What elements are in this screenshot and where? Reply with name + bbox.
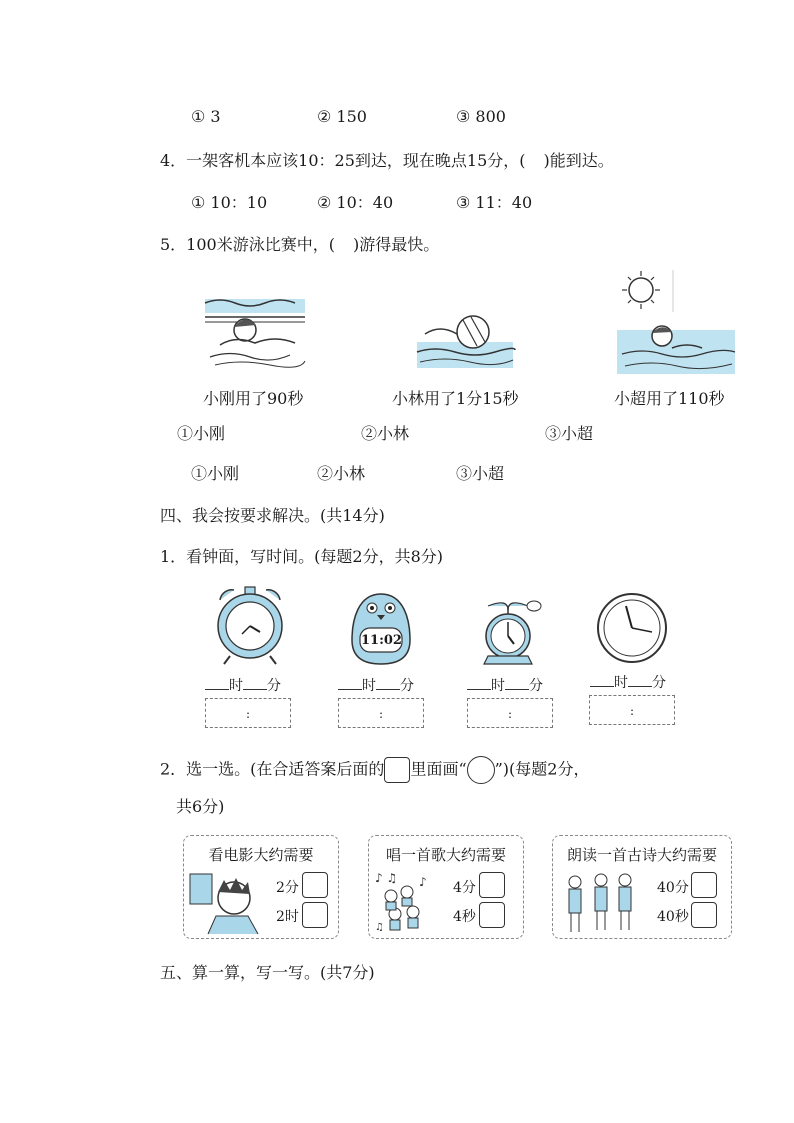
time-answer-box-3[interactable]: : <box>467 698 553 728</box>
card-song-box1[interactable] <box>479 872 505 898</box>
q3-option-2: ② 150 <box>317 107 367 126</box>
card-movie-opt1: 2分 <box>276 880 299 896</box>
s4-q2-title-cont: 共6分) <box>176 797 225 816</box>
card-song-box2[interactable] <box>479 902 505 928</box>
card-movie-title: 看电影大约需要 <box>208 846 314 864</box>
square-symbol <box>384 757 410 783</box>
q5-option-3-row1: ③小超 <box>545 424 594 443</box>
section4-title: 四、我会按要求解决。(共14分) <box>160 506 385 525</box>
caption-xiaogang: 小刚用了90秒 <box>203 389 304 408</box>
time-blank-4 <box>590 672 666 692</box>
card-song-title: 唱一首歌大约需要 <box>385 846 506 864</box>
minute-label: 分 <box>400 678 414 694</box>
q5-option-2-row2: ②小林 <box>317 464 366 483</box>
s4-q2-text-a: 2．选一选。(在合适答案后面的 <box>160 759 385 779</box>
q5-option-1-row1: ①小刚 <box>177 424 226 443</box>
singing-children-illustration <box>373 868 443 936</box>
q5-option-2-row1: ②小林 <box>361 424 410 443</box>
s4-q2-text-b: 里面画“ <box>410 759 467 779</box>
q5-option-3-row2: ③小超 <box>456 464 505 483</box>
card-movie-box1[interactable] <box>302 872 328 898</box>
card-poem <box>552 835 732 939</box>
q4-text-before: 4．一架客机本应该10：25到达，现在晚点15分，( <box>160 151 526 170</box>
minute-label: 分 <box>267 678 281 694</box>
card-poem-box1[interactable] <box>691 872 717 898</box>
hour-label: 时 <box>491 678 505 694</box>
movie-watcher-illustration <box>188 872 266 936</box>
s4-q2-title <box>160 756 589 784</box>
time-answer-box-4[interactable]: : <box>589 695 675 725</box>
hour-label: 时 <box>362 678 376 694</box>
alarm-clock-icon <box>212 584 288 668</box>
q4-option-2: ② 10：40 <box>317 193 394 212</box>
card-movie-box2[interactable] <box>302 902 328 928</box>
q4-text-after: )能到达。 <box>543 151 614 170</box>
card-song-opt1: 4分 <box>453 880 476 896</box>
swimmer-xiaolin-illustration <box>415 312 517 376</box>
s4-q1-title: 1．看钟面，写时间。(每题2分，共8分) <box>160 547 444 566</box>
time-answer-box-1[interactable]: : <box>205 698 291 728</box>
card-poem-box2[interactable] <box>691 902 717 928</box>
wall-clock-icon <box>596 592 668 664</box>
q3-option-1: ① 3 <box>191 107 221 126</box>
reading-children-illustration <box>561 872 645 936</box>
card-poem-opt1: 40分 <box>657 880 689 896</box>
card-poem-opt2: 40秒 <box>657 909 689 925</box>
time-blank-3 <box>467 675 543 695</box>
svg-text:♪: ♪ <box>419 875 427 889</box>
card-song-opt2: 4秒 <box>453 909 476 925</box>
svg-text:♪ ♫: ♪ ♫ <box>375 871 398 885</box>
card-poem-title: 朗读一首古诗大约需要 <box>566 846 717 864</box>
digital-clock-display: 11:02 <box>361 633 402 648</box>
circle-symbol <box>467 756 495 784</box>
svg-text:♫: ♫ <box>375 922 384 933</box>
q4-question <box>160 148 614 171</box>
section5-title: 五、算一算，写一写。(共7分) <box>160 963 375 982</box>
sun-icon <box>615 268 685 312</box>
q5-text-after: )游得最快。 <box>352 235 440 254</box>
propeller-clock-icon <box>478 598 544 666</box>
time-answer-box-2[interactable]: : <box>338 698 424 728</box>
caption-xiaolin: 小林用了1分15秒 <box>392 389 519 408</box>
q3-option-3: ③ 800 <box>456 107 506 126</box>
hour-label: 时 <box>614 675 628 691</box>
hour-label: 时 <box>229 678 243 694</box>
time-blank-2 <box>338 675 414 695</box>
q5-question <box>160 232 439 255</box>
card-movie <box>183 835 339 939</box>
caption-xiaochao: 小超用了110秒 <box>614 389 725 408</box>
swimmer-xiaogang-illustration <box>200 295 312 373</box>
s4-q2-text-c: ”)(每题2分， <box>494 759 590 779</box>
penguin-digital-clock-icon <box>348 592 414 666</box>
minute-label: 分 <box>652 675 666 691</box>
swimmer-xiaochao-illustration <box>617 318 737 378</box>
q4-option-1: ① 10：10 <box>191 193 268 212</box>
card-movie-opt2: 2时 <box>276 909 299 925</box>
minute-label: 分 <box>529 678 543 694</box>
q5-option-1-row2: ①小刚 <box>191 464 240 483</box>
q4-option-3: ③ 11：40 <box>456 193 533 212</box>
q5-text-before: 5．100米游泳比赛中，( <box>160 235 335 254</box>
card-song <box>368 835 524 939</box>
time-blank-1 <box>205 675 281 695</box>
